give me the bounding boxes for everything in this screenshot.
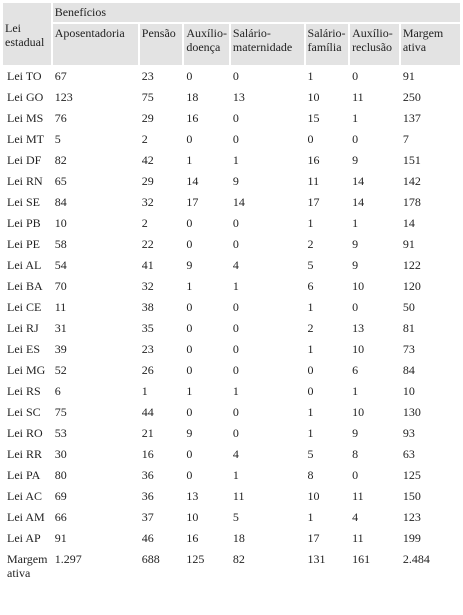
table-cell: 1 — [352, 111, 359, 125]
table-cell: 16 — [186, 531, 199, 545]
table-cell: 58 — [54, 237, 67, 251]
row-label: Lei MS — [7, 111, 44, 125]
table-cell: 0 — [307, 363, 314, 377]
table-cell: 14 — [352, 174, 365, 188]
table-cell: 23 — [141, 342, 154, 356]
table-cell: 13 — [232, 90, 245, 104]
table-cell: 5 — [307, 447, 314, 461]
table-cell: 0 — [232, 69, 239, 83]
table-cell: 1 — [307, 426, 314, 440]
row-label: Lei AC — [7, 489, 42, 503]
table-cell: 32 — [141, 279, 154, 293]
table-cell: 123 — [54, 90, 73, 104]
table-cell: 29 — [141, 111, 154, 125]
benefits-table — [1, 1, 462, 585]
table-cell: 36 — [141, 489, 154, 503]
table-cell: 125 — [402, 468, 421, 482]
row-label: Lei DF — [7, 153, 42, 167]
table-cell: 42 — [141, 153, 154, 167]
table-cell: 1.297 — [54, 552, 82, 566]
table-row — [3, 67, 460, 86]
table-cell: 1 — [232, 153, 239, 167]
table-cell: 65 — [54, 174, 67, 188]
table-cell: 81 — [402, 321, 415, 335]
table-cell: 0 — [352, 132, 359, 146]
table-cell: 10 — [186, 510, 199, 524]
table-cell: 9 — [186, 258, 193, 272]
table-cell: 6 — [54, 384, 61, 398]
table-cell: 63 — [402, 447, 415, 461]
table-cell: 9 — [186, 426, 193, 440]
row-label: Lei ES — [7, 342, 40, 356]
table-cell: 91 — [402, 237, 415, 251]
table-cell: 0 — [232, 363, 239, 377]
table-cell: 46 — [141, 531, 154, 545]
table-cell: 11 — [54, 300, 67, 314]
table-cell: 0 — [232, 216, 239, 230]
table-cell: 122 — [402, 258, 421, 272]
table-cell: 1 — [307, 69, 314, 83]
row-label: Lei MT — [7, 132, 44, 146]
table-cell: 14 — [352, 195, 365, 209]
table-cell: 80 — [54, 468, 67, 482]
table-cell: 0 — [307, 384, 314, 398]
table-cell: 14 — [186, 174, 199, 188]
table-cell: 22 — [141, 237, 154, 251]
table-row — [3, 340, 460, 359]
table-cell: 75 — [141, 90, 154, 104]
table-cell: 69 — [54, 489, 67, 503]
table-cell: 0 — [232, 342, 239, 356]
table-cell: 2 — [307, 237, 314, 251]
header-row-columns — [3, 24, 460, 65]
table-cell: 16 — [186, 111, 199, 125]
table-cell: 130 — [402, 405, 421, 419]
table-cell: 11 — [232, 489, 245, 503]
table-cell: 10 — [352, 342, 365, 356]
group-header: Benefícios — [53, 3, 460, 22]
table-cell: 688 — [141, 552, 160, 566]
table-cell: 4 — [232, 258, 239, 272]
table-cell: 0 — [186, 405, 193, 419]
table-cell: 8 — [352, 447, 359, 461]
table-cell: 38 — [141, 300, 154, 314]
column-header: Salário-família — [306, 24, 349, 65]
row-label: Lei RN — [7, 174, 43, 188]
table-cell: 93 — [402, 426, 415, 440]
table-cell: 1 — [186, 153, 193, 167]
table-cell: 6 — [307, 279, 314, 293]
row-label: Lei SC — [7, 405, 41, 419]
table-row — [3, 382, 460, 401]
table-cell: 39 — [54, 342, 67, 356]
table-cell: 84 — [402, 363, 415, 377]
table-row — [3, 277, 460, 296]
table-header — [3, 3, 460, 65]
table-cell: 1 — [307, 300, 314, 314]
table-cell: 2 — [307, 321, 314, 335]
table-cell: 44 — [141, 405, 154, 419]
table-cell: 5 — [232, 510, 239, 524]
table-cell: 0 — [352, 300, 359, 314]
table-cell: 131 — [307, 552, 326, 566]
table-cell: 0 — [186, 342, 193, 356]
table-cell: 18 — [186, 90, 199, 104]
table-cell: 70 — [54, 279, 67, 293]
table-cell: 73 — [402, 342, 415, 356]
table-cell: 29 — [141, 174, 154, 188]
column-header: Margem ativa — [401, 24, 460, 65]
table-cell: 23 — [141, 69, 154, 83]
table-row — [3, 529, 460, 548]
table-cell: 14 — [232, 195, 245, 209]
table-cell: 0 — [186, 447, 193, 461]
table-cell: 11 — [352, 531, 364, 545]
column-header: Auxílio-reclusão — [350, 24, 399, 65]
table-cell: 8 — [307, 468, 314, 482]
row-label: Margem ativa — [7, 552, 48, 580]
table-cell: 120 — [402, 279, 421, 293]
table-cell: 66 — [54, 510, 67, 524]
row-label: Lei BA — [7, 279, 43, 293]
table-row — [3, 403, 460, 422]
table-cell: 82 — [232, 552, 245, 566]
table-cell: 10 — [352, 405, 365, 419]
table-cell: 0 — [186, 321, 193, 335]
table-cell: 0 — [186, 132, 193, 146]
table-cell: 10 — [54, 216, 67, 230]
row-label: Lei AL — [7, 258, 42, 272]
table-cell: 16 — [307, 153, 320, 167]
table-cell: 13 — [186, 489, 199, 503]
row-label: Lei AP — [7, 531, 41, 545]
column-header: Auxílio-doença — [184, 24, 229, 65]
table-cell: 0 — [186, 216, 193, 230]
table-cell: 1 — [141, 384, 148, 398]
row-label: Lei GO — [7, 90, 44, 104]
row-label: Lei SE — [7, 195, 40, 209]
row-label: Lei RR — [7, 447, 42, 461]
header-row-group — [3, 3, 460, 22]
table-cell: 76 — [54, 111, 67, 125]
table-cell: 9 — [232, 174, 239, 188]
table-cell: 2 — [141, 216, 148, 230]
table-cell: 0 — [307, 132, 314, 146]
table-cell: 123 — [402, 510, 421, 524]
table-row — [3, 445, 460, 464]
table-cell: 18 — [232, 531, 245, 545]
table-row — [3, 550, 460, 583]
table-row — [3, 214, 460, 233]
table-cell: 13 — [352, 321, 365, 335]
table-cell: 84 — [54, 195, 67, 209]
table-cell: 4 — [232, 447, 239, 461]
row-label: Lei RJ — [7, 321, 39, 335]
table-cell: 17 — [307, 195, 320, 209]
table-cell: 1 — [232, 279, 239, 293]
table-cell: 26 — [141, 363, 154, 377]
table-cell: 178 — [402, 195, 421, 209]
table-cell: 1 — [186, 279, 193, 293]
table-row — [3, 88, 460, 107]
table-cell: 1 — [232, 468, 239, 482]
table-cell: 1 — [352, 216, 359, 230]
table-cell: 9 — [352, 258, 359, 272]
table-cell: 17 — [307, 531, 320, 545]
table-cell: 250 — [402, 90, 421, 104]
table-row — [3, 193, 460, 212]
table-cell: 6 — [352, 363, 359, 377]
table-cell: 0 — [232, 321, 239, 335]
row-label: Lei PA — [7, 468, 41, 482]
table-cell: 2.484 — [402, 552, 430, 566]
table-cell: 15 — [307, 111, 320, 125]
table-cell: 0 — [232, 132, 239, 146]
table-cell: 137 — [402, 111, 421, 125]
table-cell: 0 — [186, 300, 193, 314]
table-cell: 30 — [54, 447, 67, 461]
table-cell: 1 — [307, 510, 314, 524]
table-cell: 161 — [352, 552, 371, 566]
table-cell: 54 — [54, 258, 67, 272]
table-cell: 14 — [402, 216, 415, 230]
table-cell: 31 — [54, 321, 67, 335]
table-cell: 0 — [232, 426, 239, 440]
table-cell: 1 — [232, 384, 239, 398]
table-row — [3, 256, 460, 275]
table-cell: 9 — [352, 237, 359, 251]
table-cell: 37 — [141, 510, 154, 524]
table-row — [3, 466, 460, 485]
row-label: Lei AM — [7, 510, 45, 524]
table-row — [3, 298, 460, 317]
table-cell: 0 — [186, 363, 193, 377]
table-row — [3, 487, 460, 506]
row-label: Lei TO — [7, 69, 42, 83]
table-cell: 0 — [186, 237, 193, 251]
table-cell: 16 — [141, 447, 154, 461]
row-label: Lei RS — [7, 384, 41, 398]
table-cell: 53 — [54, 426, 67, 440]
table-row — [3, 361, 460, 380]
table-cell: 0 — [186, 468, 193, 482]
table-cell: 91 — [54, 531, 67, 545]
table-cell: 52 — [54, 363, 67, 377]
table-cell: 10 — [307, 489, 320, 503]
column-header: Salário-maternidade — [231, 24, 304, 65]
table-cell: 5 — [307, 258, 314, 272]
table-cell: 1 — [307, 405, 314, 419]
table-row — [3, 172, 460, 191]
row-label: Lei CE — [7, 300, 42, 314]
row-label: Lei PB — [7, 216, 41, 230]
row-label: Lei RO — [7, 426, 43, 440]
row-label: Lei PE — [7, 237, 40, 251]
table-cell: 125 — [186, 552, 205, 566]
table-cell: 0 — [232, 300, 239, 314]
table-cell: 1 — [186, 384, 193, 398]
table-row — [3, 319, 460, 338]
table-cell: 0 — [232, 237, 239, 251]
table-row — [3, 151, 460, 170]
table-cell: 91 — [402, 69, 415, 83]
table-cell: 1 — [307, 216, 314, 230]
table-cell: 0 — [352, 69, 359, 83]
table-row — [3, 508, 460, 527]
table-cell: 32 — [141, 195, 154, 209]
table-cell: 1 — [307, 342, 314, 356]
table-cell: 0 — [232, 111, 239, 125]
table-body — [3, 67, 460, 583]
table-cell: 21 — [141, 426, 154, 440]
table-cell: 9 — [352, 426, 359, 440]
table-cell: 17 — [186, 195, 199, 209]
table-cell: 199 — [402, 531, 421, 545]
table-cell: 142 — [402, 174, 421, 188]
table-cell: 10 — [402, 384, 415, 398]
table-cell: 41 — [141, 258, 154, 272]
table-cell: 11 — [307, 174, 320, 188]
column-header: Pensão — [140, 24, 183, 65]
row-label: Lei MG — [7, 363, 46, 377]
column-header: Aposentadoria — [53, 24, 138, 65]
table-row — [3, 130, 460, 149]
row-header-label: Lei estadual — [3, 3, 51, 65]
table-cell: 7 — [402, 132, 409, 146]
table-cell: 11 — [352, 489, 364, 503]
table-cell: 0 — [186, 69, 193, 83]
table-cell: 50 — [402, 300, 415, 314]
table-cell: 9 — [352, 153, 359, 167]
table-cell: 4 — [352, 510, 359, 524]
table-cell: 10 — [307, 90, 320, 104]
table-cell: 35 — [141, 321, 154, 335]
table-cell: 82 — [54, 153, 67, 167]
table-cell: 151 — [402, 153, 421, 167]
table-cell: 0 — [352, 468, 359, 482]
table-cell: 150 — [402, 489, 421, 503]
table-cell: 0 — [232, 405, 239, 419]
table-cell: 11 — [352, 90, 364, 104]
table-cell: 10 — [352, 279, 365, 293]
table-cell: 67 — [54, 69, 67, 83]
table-row — [3, 424, 460, 443]
table-cell: 36 — [141, 468, 154, 482]
table-row — [3, 109, 460, 128]
table-cell: 75 — [54, 405, 67, 419]
table-row — [3, 235, 460, 254]
table-cell: 1 — [352, 384, 359, 398]
table-cell: 5 — [54, 132, 61, 146]
table-cell: 2 — [141, 132, 148, 146]
